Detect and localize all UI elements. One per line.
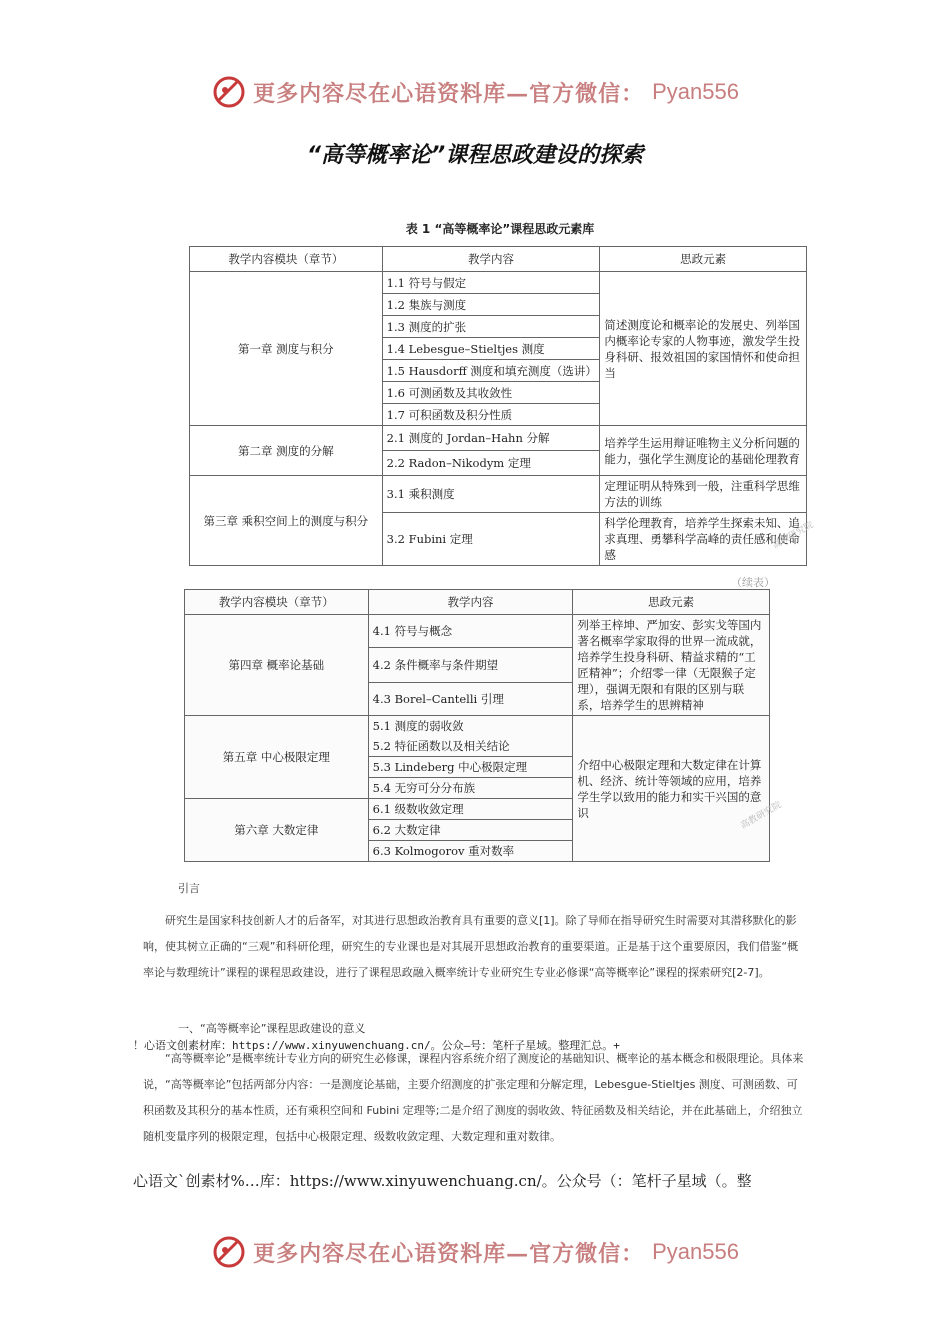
section1-text: “高等概率论”是概率统计专业方向的研究生必修课，课程内容系统介绍了测度论的基础知识、概率论的基本概念和极限理论。具体来说，“高等概率论”包括两部分内容：一是测度论基础，主要介绍测度的扩张定理和分解定理，Lebesgue-Stieltjes 测度、可测函数、可积函数及其积分的基本性质，还有乘积空间和 Fubini 定理等;二是介绍了测度的弱收敛、特征函数及相关结论，并在此基础上，介绍独立随机变量序列的极限定理，包括中心极限定理、级数收敛定理、大数定理和重对数律。 [143, 1052, 804, 1143]
content-cell: 5.2 特征函数以及相关结论 [368, 736, 573, 757]
content-cell: 5.1 测度的弱收敛 [368, 716, 573, 737]
content-cell: 1.3 测度的扩张 [382, 316, 600, 338]
content-cell: 2.1 测度的 Jordan–Hahn 分解 [382, 426, 600, 451]
table-row [185, 716, 770, 737]
table-header-row [190, 247, 807, 272]
element-cell: 定理证明从特殊到一般，注重科学思维方法的训练 [600, 476, 807, 513]
content-cell: 3.1 乘积测度 [382, 476, 600, 513]
table1-caption: 表 1 “高等概率论”课程思政元素库 [405, 222, 595, 236]
banner-account: Pyan556 [652, 79, 739, 104]
content-cell: 3.2 Fubini 定理 [382, 513, 600, 566]
continued-label: （续表） [731, 576, 775, 589]
content-cell: 5.3 Lindeberg 中心极限定理 [368, 757, 573, 778]
content-cell: 1.1 符号与假定 [382, 272, 600, 294]
content-cell: 4.2 条件概率与条件期望 [368, 648, 573, 682]
content-cell: 2.2 Radon–Nikodym 定理 [382, 451, 600, 476]
header-content: 教学内容 [382, 247, 600, 272]
element-cell: 培养学生运用辩证唯物主义分析问题的能力，强化学生测度论的基础伦理教育 [600, 426, 807, 476]
table2 [184, 589, 770, 862]
table-row [190, 426, 807, 451]
table-header-row [185, 590, 770, 615]
table-row [190, 476, 807, 513]
watermark-small: 高教研究院 [739, 800, 784, 832]
intro-heading: 引言 [178, 882, 200, 895]
content-cell: 4.3 Borel–Cantelli 引理 [368, 682, 573, 715]
watermark-small: 高教研究院 [771, 520, 816, 552]
content-cell: 5.4 无穷可分分布族 [368, 778, 573, 799]
header-content: 教学内容 [368, 590, 573, 615]
intro-paragraph [143, 908, 808, 986]
content-cell: 6.2 大数定律 [368, 820, 573, 841]
table-row [190, 272, 807, 294]
header-element: 思政元素 [600, 247, 807, 272]
header-module: 教学内容模块（章节） [185, 590, 369, 615]
content-cell: 4.1 符号与概念 [368, 615, 573, 648]
content-cell: 1.6 可测函数及其收敛性 [382, 382, 600, 404]
content-cell: 1.7 可积函数及积分性质 [382, 404, 600, 426]
module-cell: 第五章 中心极限定理 [185, 716, 369, 799]
module-cell: 第一章 测度与积分 [190, 272, 383, 426]
banner-account: Pyan556 [652, 1239, 739, 1264]
element-cell: 科学伦理教育，培养学生探索未知、追求真理、勇攀科学高峰的责任感和使命感 [600, 513, 807, 566]
element-cell: 介绍中心极限定理和大数定律在计算机、经济、统计等领域的应用，培养学生学以致用的能力和实干兴国的意识 [573, 716, 770, 862]
element-cell: 列举王梓坤、严加安、彭实戈等国内著名概率学家取得的世界一流成就，培养学生投身科研、精益求精的“工匠精神”；介绍零一律（无限猴子定理），强调无限和有限的区别与联系，培养学生的思辨精神 [573, 615, 770, 716]
header-element: 思政元素 [573, 590, 770, 615]
content-cell: 1.4 Lebesgue–Stieltjes 测度 [382, 338, 600, 360]
section1-heading: 一、“高等概率论”课程思政建设的意义 [178, 1022, 366, 1035]
content-cell: 1.5 Hausdorff 测度和填充测度（选讲） [382, 360, 600, 382]
table1 [189, 246, 807, 566]
watermark-line: ！心语文创素材库：https://www.xinyuwenchuang.cn/。公众—号：笔杆子星域。整理汇总。+ [133, 1039, 620, 1052]
module-cell: 第三章 乘积空间上的测度与积分 [190, 476, 383, 566]
module-cell: 第六章 大数定律 [185, 799, 369, 862]
content-cell: 6.3 Kolmogorov 重对数率 [368, 841, 573, 862]
brand-logo-icon [211, 1234, 247, 1270]
header-module: 教学内容模块（章节） [190, 247, 383, 272]
intro-text: 研究生是国家科技创新人才的后备军，对其进行思想政治教育具有重要的意义[1]。除了导师在指导研究生时需要对其潜移默化的影响，使其树立正确的“三观”和科研伦理，研究生的专业课也是对其展开思想政治教育的重要渠道。正是基于这个重要原因，我们借鉴“概率论与数理统计”课程的课程思政建设，进行了课程思政融入概率统计专业研究生专业必修课“高等概率论”课程的探索研究[2-7]。 [143, 914, 799, 979]
table-row [185, 615, 770, 648]
bottom-banner [0, 1232, 950, 1272]
module-cell: 第四章 概率论基础 [185, 615, 369, 716]
brand-logo-icon [211, 74, 247, 110]
content-cell: 6.1 级数收敛定理 [368, 799, 573, 820]
content-cell: 1.2 集族与测度 [382, 294, 600, 316]
section1-paragraph [143, 1046, 808, 1150]
page-title: “高等概率论”课程思政建设的探索 [306, 143, 644, 168]
banner-text: 更多内容尽在心语资料库—官方微信： [253, 80, 645, 107]
banner-text: 更多内容尽在心语资料库—官方微信： [253, 1240, 645, 1267]
watermark-line: 心语文`创素材%…库：https://www.xinyuwenchuang.cn/。公众号（：笔杆子星域（。整 [133, 1172, 752, 1190]
module-cell: 第二章 测度的分解 [190, 426, 383, 476]
element-cell: 简述测度论和概率论的发展史、列举国内概率论专家的人物事迹，激发学生投身科研、报效祖国的家国情怀和使命担当 [600, 272, 807, 426]
top-banner [0, 72, 950, 112]
